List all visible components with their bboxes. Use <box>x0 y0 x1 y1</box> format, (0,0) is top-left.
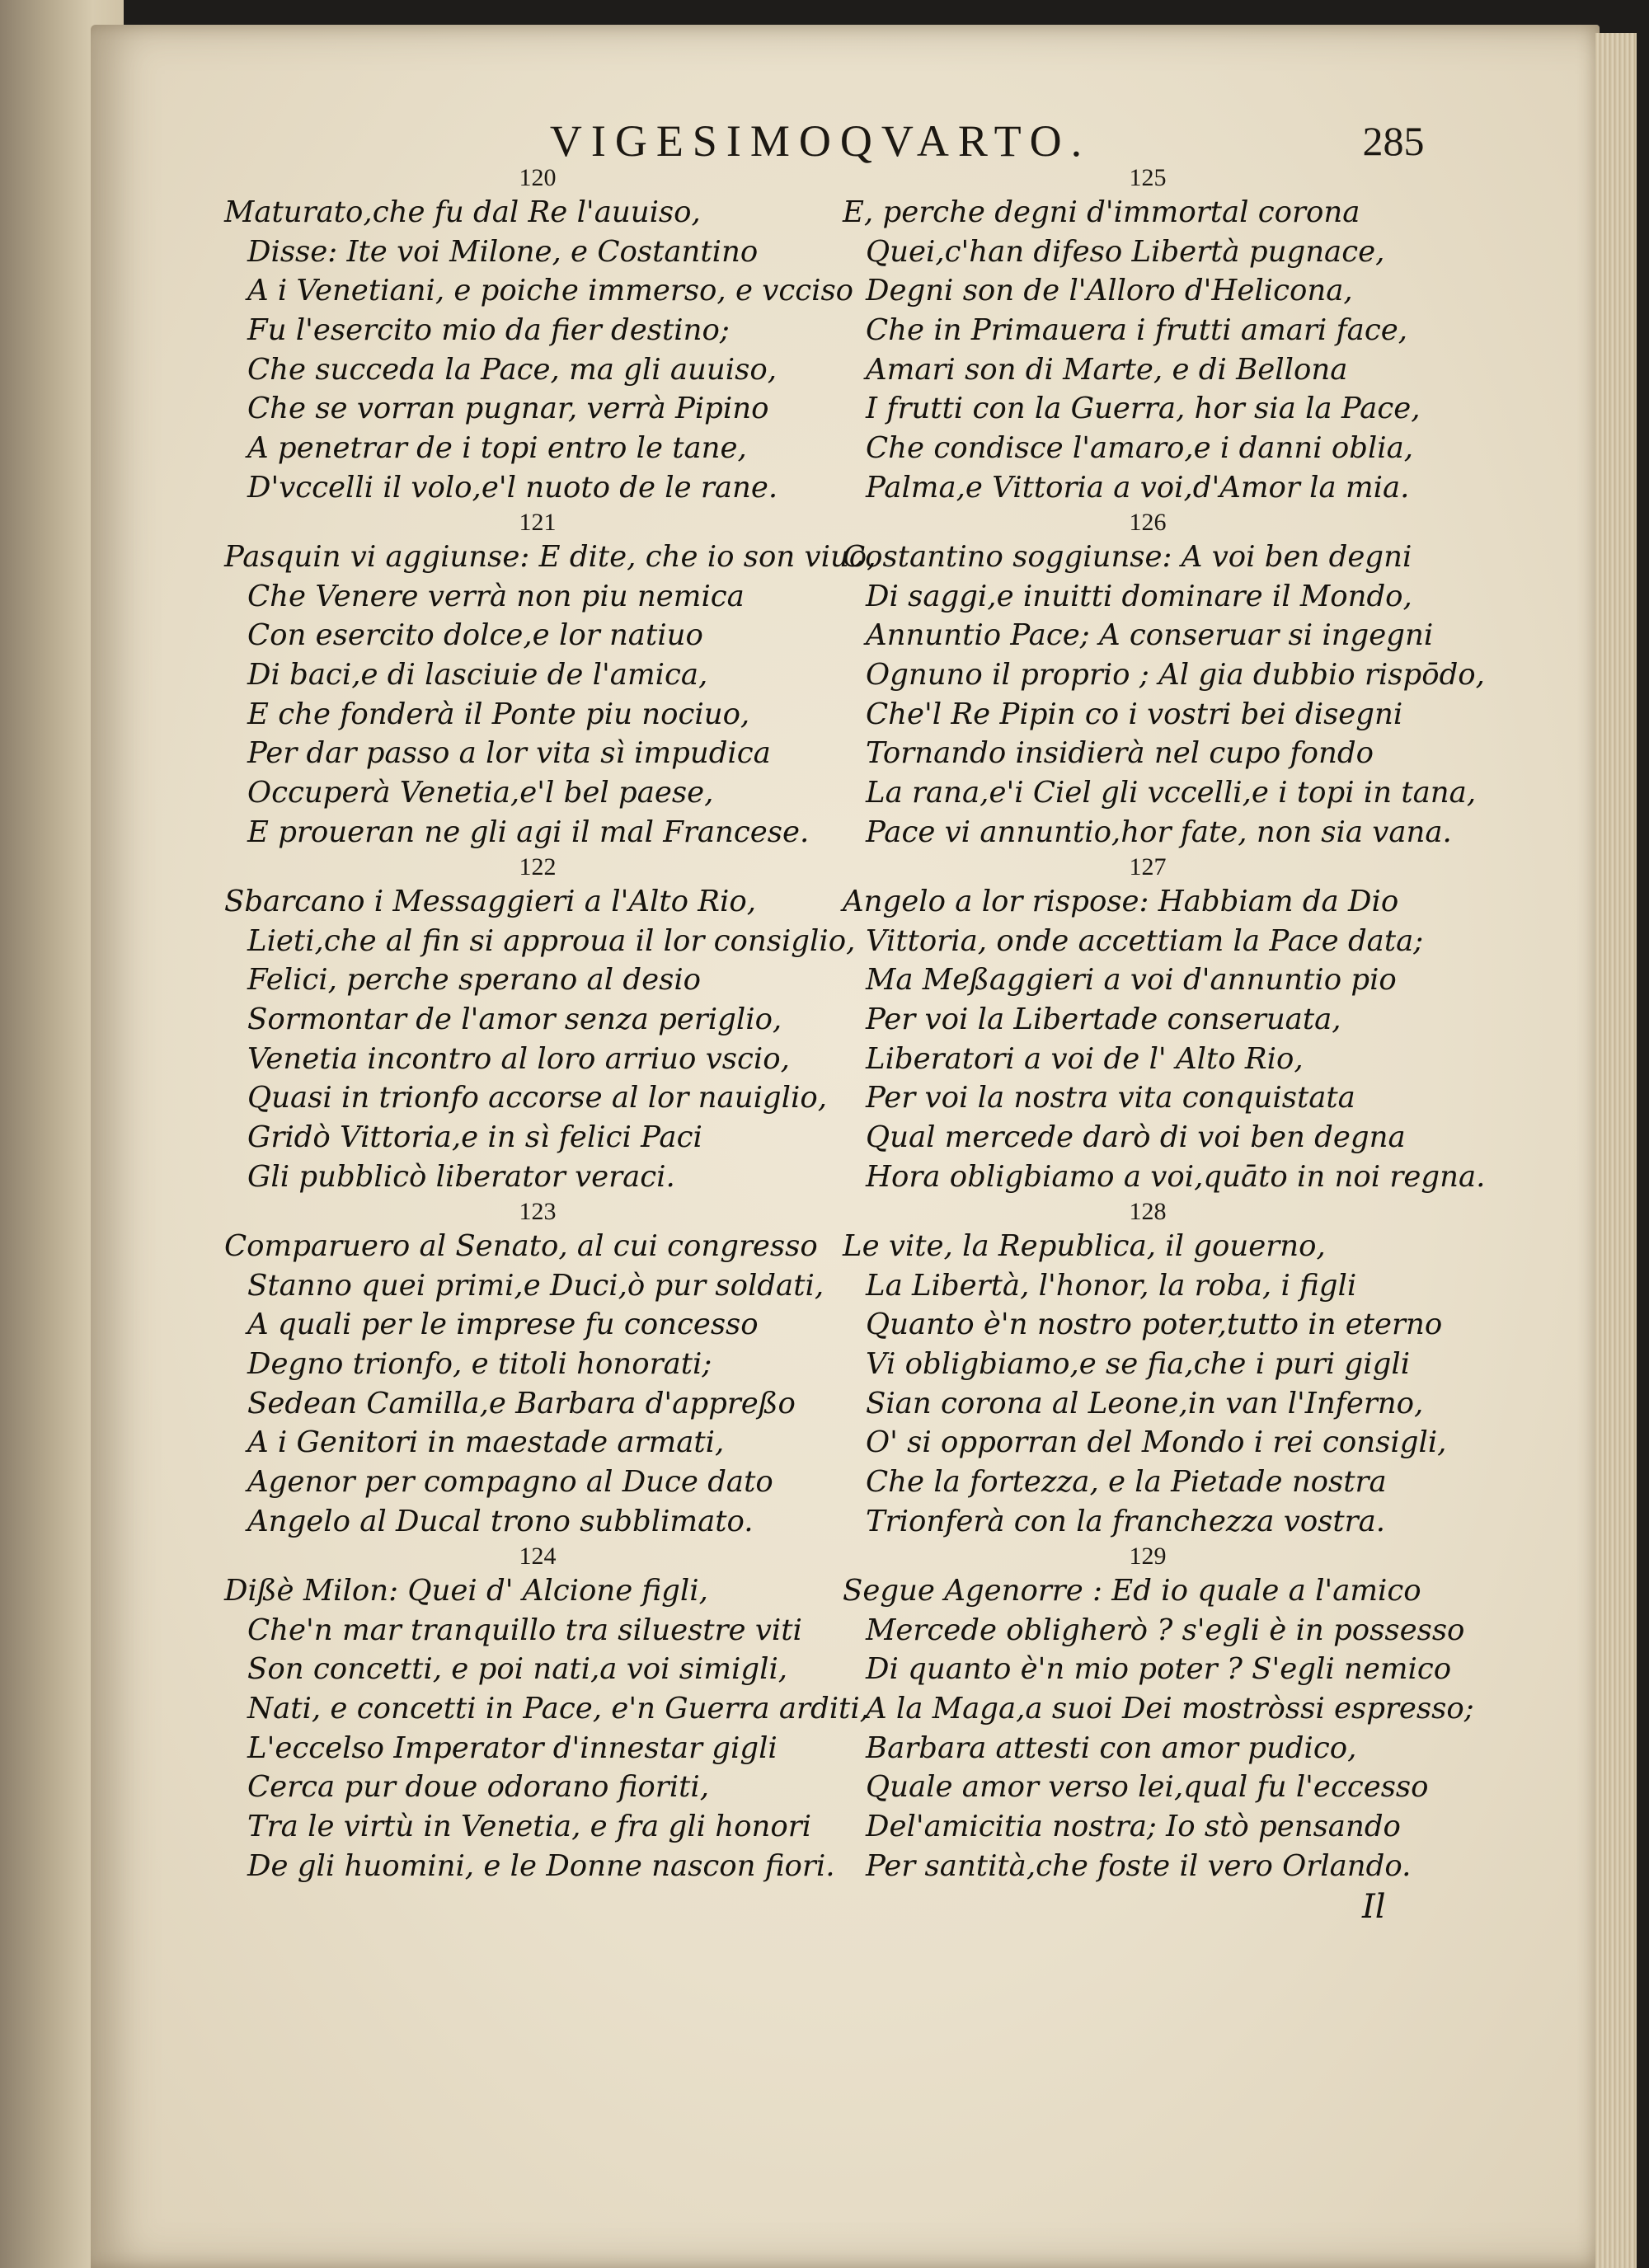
stanza-number: 120 <box>519 164 557 191</box>
verse-line: Comparuero al Senato, al cui congresso <box>224 1229 818 1263</box>
verse-line: Sedean Camilla,e Barbara d'appreßo <box>247 1386 796 1420</box>
stanza-number: 127 <box>1129 853 1167 880</box>
verse-line: Son concetti, e poi nati,a voi simigli, <box>247 1652 788 1687</box>
verse-line: Angelo a lor rispose: Habbiam da Dio <box>843 885 1399 918</box>
stanza <box>224 508 876 852</box>
running-title: VIGESIMOQVARTO. <box>549 116 1092 166</box>
verse-line: Pace vi annuntio,hor fate, non sia vana. <box>866 815 1452 849</box>
stanza <box>843 852 1486 1197</box>
verse-line: Che condisce l'amaro,e i danni oblia, <box>866 431 1414 466</box>
verse-line: Venetia incontro al loro arriuo vscio, <box>247 1041 790 1076</box>
verse-line: Annuntio Pace; A conseruar si ingegni <box>866 618 1434 653</box>
verse-line: E, perche degni d'immortal corona <box>843 195 1360 229</box>
verse-line: Quasi in trionfo accorse al lor nauiglio, <box>247 1081 828 1115</box>
verse-line: A i Genitori in maestade armati, <box>247 1425 725 1460</box>
stanza <box>224 1542 869 1886</box>
verse-line: Che'n mar tranquillo tra siluestre viti <box>247 1613 802 1647</box>
stanza-number: 121 <box>519 509 557 536</box>
verse-line: A i Venetiani, e poiche immerso, e vcciso <box>247 274 854 308</box>
verse-line: Stanno quei primi,e Duci,ò pur soldati, <box>247 1268 824 1303</box>
verse-line: Sbarcano i Messaggieri a l'Alto Rio, <box>224 885 756 918</box>
verse-line: O' si opporran del Mondo i rei consigli, <box>866 1425 1447 1460</box>
verse-line: Occuperà Venetia,e'l bel paese, <box>247 776 714 810</box>
verse-line: E proueran ne gli agi il mal Francese. <box>247 815 810 849</box>
verse-line: La Libertà, l'honor, la roba, i figli <box>866 1268 1357 1303</box>
verse-line: Di baci,e di lasciuie de l'amica, <box>247 658 708 693</box>
verse-line: Per voi la nostra vita conquistata <box>866 1081 1355 1115</box>
verse-line: Gli pubblicò liberator veraci. <box>247 1159 675 1194</box>
verse-line: Amari son di Marte, e di Bellona <box>866 352 1348 387</box>
verse-line: Segue Agenorre : Ed io quale a l'amico <box>843 1574 1421 1608</box>
verse-line: Dißè Milon: Quei d' Alcione figli, <box>224 1574 708 1608</box>
verse-line: Lieti,che al fin si approua il lor consiglio, <box>247 923 856 958</box>
verse-line: Ma Meßaggieri a voi d'annuntio pio <box>866 963 1397 998</box>
verse-line: Che Venere verrà non piu nemica <box>247 579 745 613</box>
left-column <box>224 163 876 1886</box>
stanza-number: 129 <box>1129 1543 1167 1570</box>
verse-line: Le vite, la Republica, il gouerno, <box>843 1229 1326 1263</box>
verse-line: Per dar passo a lor vita sì impudica <box>247 736 771 771</box>
right-column <box>843 163 1486 1886</box>
verse-line: Degno trionfo, e titoli honorati; <box>247 1347 712 1382</box>
verse-line: I frutti con la Guerra, hor sia la Pace, <box>866 392 1421 426</box>
verse-line: E che fonderà il Ponte piu nociuo, <box>247 697 750 731</box>
verse-line: Quanto è'n nostro poter,tutto in eterno <box>866 1308 1443 1342</box>
verse-line: Che se vorran pugnar, verrà Pipino <box>247 392 769 426</box>
verse-line: Trionferà con la franchezza vostra. <box>866 1504 1386 1538</box>
stanza <box>224 1197 851 1542</box>
stanza-number: 124 <box>519 1543 557 1570</box>
verse-line: Barbara attesti con amor pudico, <box>866 1730 1357 1765</box>
verse-line: Vittoria, onde accettiam la Pace data; <box>866 923 1424 958</box>
verse-line: A quali per le imprese fu concesso <box>247 1308 759 1342</box>
verse-line: Che succeda la Pace, ma gli auuiso, <box>247 352 778 387</box>
verse-line: Che la fortezza, e la Pietade nostra <box>866 1465 1387 1500</box>
verse-line: Per santità,che foste il vero Orlando. <box>866 1848 1412 1883</box>
stanza <box>843 1197 1453 1542</box>
verse-line: Qual mercede darò di voi ben degna <box>866 1120 1406 1155</box>
stanza <box>843 163 1453 508</box>
verse-line: De gli huomini, e le Donne nascon fiori. <box>247 1848 835 1883</box>
page-fore-edge <box>1595 33 1637 2268</box>
verse-line: Maturato,che fu dal Re l'auuiso, <box>224 195 701 229</box>
verse-line: L'eccelso Imperator d'innestar gigli <box>247 1730 778 1765</box>
verse-line: Degni son de l'Alloro d'Helicona, <box>866 274 1353 308</box>
verse-line: Tra le virtù in Venetia, e fra gli honori <box>247 1810 812 1844</box>
stanza-number: 123 <box>519 1198 557 1225</box>
verse-line: La rana,e'i Ciel gli vccelli,e i topi in tana, <box>866 776 1477 810</box>
verse-line: Costantino soggiunse: A voi ben degni <box>843 540 1412 574</box>
verse-line: Felici, perche sperano al desio <box>247 963 702 998</box>
verse-line: Sian corona al Leone,in van l'Inferno, <box>866 1386 1424 1420</box>
verse-line: Nati, e concetti in Pace, e'n Guerra arditi, <box>247 1692 869 1726</box>
verse-line: Cerca pur doue odorano fioriti, <box>247 1770 709 1805</box>
verse-line: Angelo al Ducal trono subblimato. <box>247 1504 754 1538</box>
stanza-number: 125 <box>1129 164 1167 191</box>
verse-line: Con esercito dolce,e lor natiuo <box>247 618 703 653</box>
verse-line: Liberatori a voi de l' Alto Rio, <box>866 1041 1304 1076</box>
verse-line: Quei,c'han difeso Libertà pugnace, <box>866 234 1385 269</box>
verse-line: Agenor per compagno al Duce dato <box>247 1465 773 1500</box>
verse-line: Gridò Vittoria,e in sì felici Paci <box>247 1120 702 1155</box>
verse-line: Che'l Re Pipin co i vostri bei disegni <box>866 697 1403 731</box>
verse-line: Tornando insidierà nel cupo fondo <box>866 736 1374 771</box>
verse-line: A penetrar de i topi entro le tane, <box>247 431 747 466</box>
verse-line: Fu l'esercito mio da fier destino; <box>247 313 730 348</box>
verse-line: Del'amicitia nostra; Io stò pensando <box>866 1810 1401 1844</box>
verse-line: Pasquin vi aggiunse: E dite, che io son viuo, <box>224 540 876 574</box>
verse-line: Che in Primauera i frutti amari face, <box>866 313 1408 348</box>
page-number: 285 <box>1362 118 1425 164</box>
verse-line: Hora obligbiamo a voi,quāto in noi regna. <box>866 1159 1486 1194</box>
verse-line: Mercede obligherò ? s'egli è in possesso <box>866 1613 1465 1647</box>
verse-line: Disse: Ite voi Milone, e Costantino <box>247 234 759 269</box>
verse-line: Palma,e Vittoria a voi,d'Amor la mia. <box>866 470 1410 505</box>
stanza-number: 122 <box>519 853 557 880</box>
stanza <box>843 1542 1474 1886</box>
verse-line: Vi obligbiamo,e se fia,che i puri gigli <box>866 1347 1411 1382</box>
stanza-number: 128 <box>1129 1198 1167 1225</box>
verse-line: Ognuno il proprio ; Al gia dubbio rispōdo, <box>866 658 1485 693</box>
catchword: Il <box>1362 1888 1386 1926</box>
stanza-number: 126 <box>1129 509 1167 536</box>
verse-line: Per voi la Libertade conseruata, <box>866 1003 1341 1037</box>
verse-line: A la Maga,a suoi Dei mostròssi espresso; <box>866 1692 1474 1726</box>
verse-line: Di quanto è'n mio poter ? S'egli nemico <box>866 1652 1452 1687</box>
verse-line: Di saggi,e inuitti dominare il Mondo, <box>866 579 1412 613</box>
stanza <box>843 508 1485 852</box>
stanza <box>224 163 854 508</box>
verse-line: Quale amor verso lei,qual fu l'eccesso <box>866 1770 1429 1805</box>
verse-line: Sormontar de l'amor senza periglio, <box>247 1003 782 1037</box>
verse-line: D'vccelli il volo,e'l nuoto de le rane. <box>247 470 778 505</box>
stanza <box>224 852 856 1197</box>
